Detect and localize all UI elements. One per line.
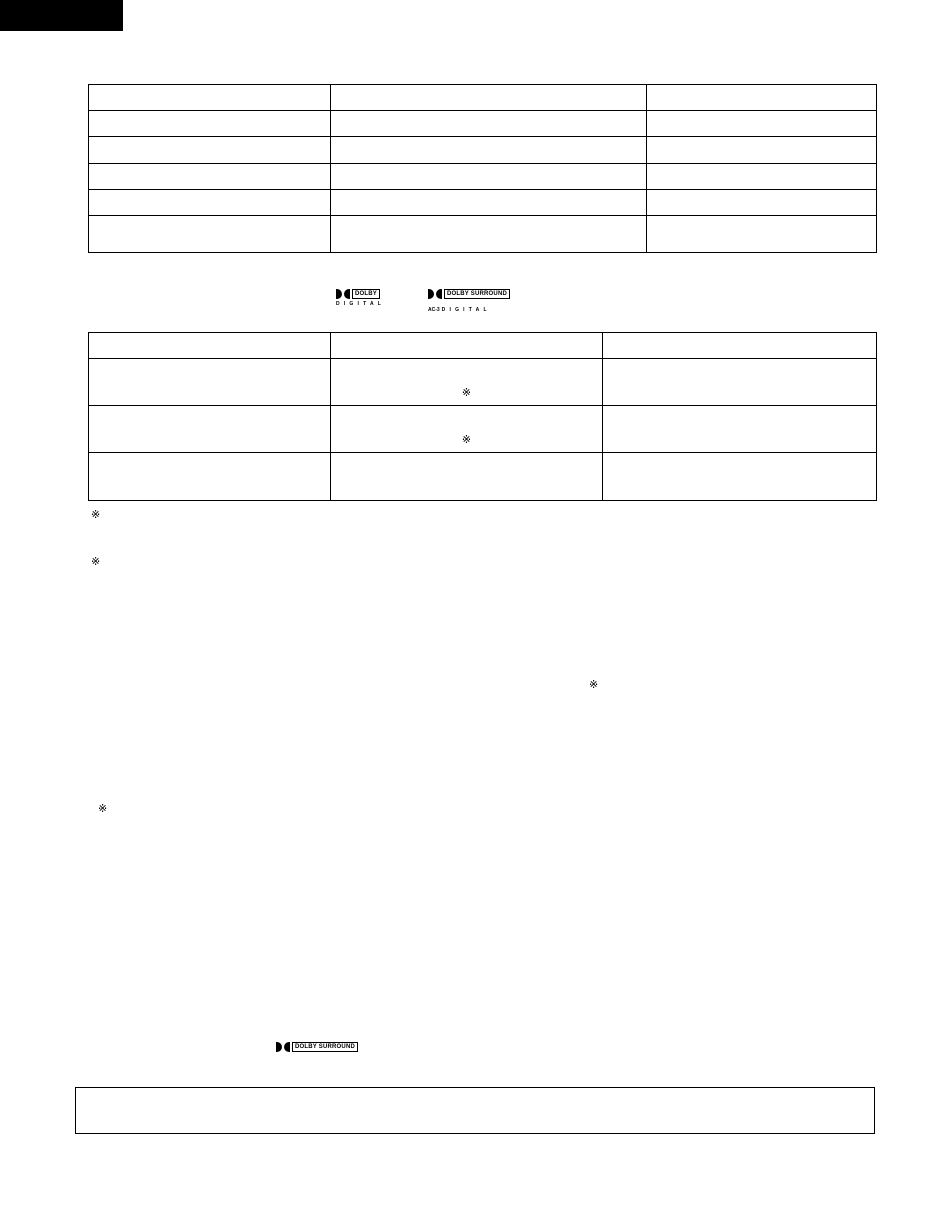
table-cell [603, 453, 877, 501]
table-cell [89, 137, 331, 164]
table-cell [331, 453, 603, 501]
table-cell [331, 137, 647, 164]
table-cell [331, 85, 647, 111]
table-cell [647, 137, 877, 164]
table-row [89, 453, 877, 501]
double-d-icon [336, 289, 350, 299]
table-cell [603, 359, 877, 406]
table-cell [647, 164, 877, 190]
table-row [89, 137, 877, 164]
reference-mark: ※ [461, 433, 472, 446]
dolby-surround-label: DOLBY SURROUND [292, 1042, 358, 1052]
page-corner-tab [0, 0, 123, 31]
dolby-logo-sub: DIGITAL [336, 301, 386, 307]
table-cell [331, 111, 647, 137]
table-cell [89, 111, 331, 137]
table-cell [89, 333, 331, 359]
reference-mark: ※ [461, 386, 472, 399]
dolby-surround-logo-label: DOLBY SURROUND [444, 289, 510, 299]
table-cell [331, 333, 603, 359]
table-cell [331, 216, 647, 253]
table-cell [603, 333, 877, 359]
table-cell [647, 190, 877, 216]
dolby-surround-ac3-logo [428, 289, 510, 314]
table-2 [88, 332, 877, 501]
double-d-icon [428, 289, 442, 299]
table-cell [331, 164, 647, 190]
table-cell [647, 216, 877, 253]
dolby-surround-logo-sub: DIGITAL [441, 307, 491, 313]
table-cell [331, 406, 603, 453]
table-row [89, 190, 877, 216]
double-d-icon [276, 1042, 290, 1052]
table-cell [331, 359, 603, 406]
table-cell [89, 453, 331, 501]
table-cell [647, 111, 877, 137]
notice-box [75, 1087, 875, 1134]
table-row [89, 164, 877, 190]
table-cell [89, 164, 331, 190]
table-row [89, 406, 877, 453]
reference-mark: ※ [98, 803, 108, 815]
table-cell [89, 216, 331, 253]
reference-mark: ※ [589, 679, 599, 691]
table-cell [89, 359, 331, 406]
table-cell [331, 190, 647, 216]
table-cell [603, 406, 877, 453]
table-row [89, 85, 877, 111]
table-row [89, 216, 877, 253]
table-cell [89, 85, 331, 111]
dolby-surround-logo [276, 1042, 358, 1054]
table-cell [89, 406, 331, 453]
reference-mark: ※ [91, 556, 101, 568]
table-1 [88, 84, 877, 253]
dolby-logo-label: DOLBY [352, 289, 380, 299]
table-cell [89, 190, 331, 216]
table-row [89, 111, 877, 137]
table-row [89, 333, 877, 359]
ac3-label: AC-3 [428, 307, 440, 313]
reference-mark: ※ [91, 509, 101, 521]
dolby-digital-logo [336, 289, 385, 308]
table-row [89, 359, 877, 406]
table-cell [647, 85, 877, 111]
